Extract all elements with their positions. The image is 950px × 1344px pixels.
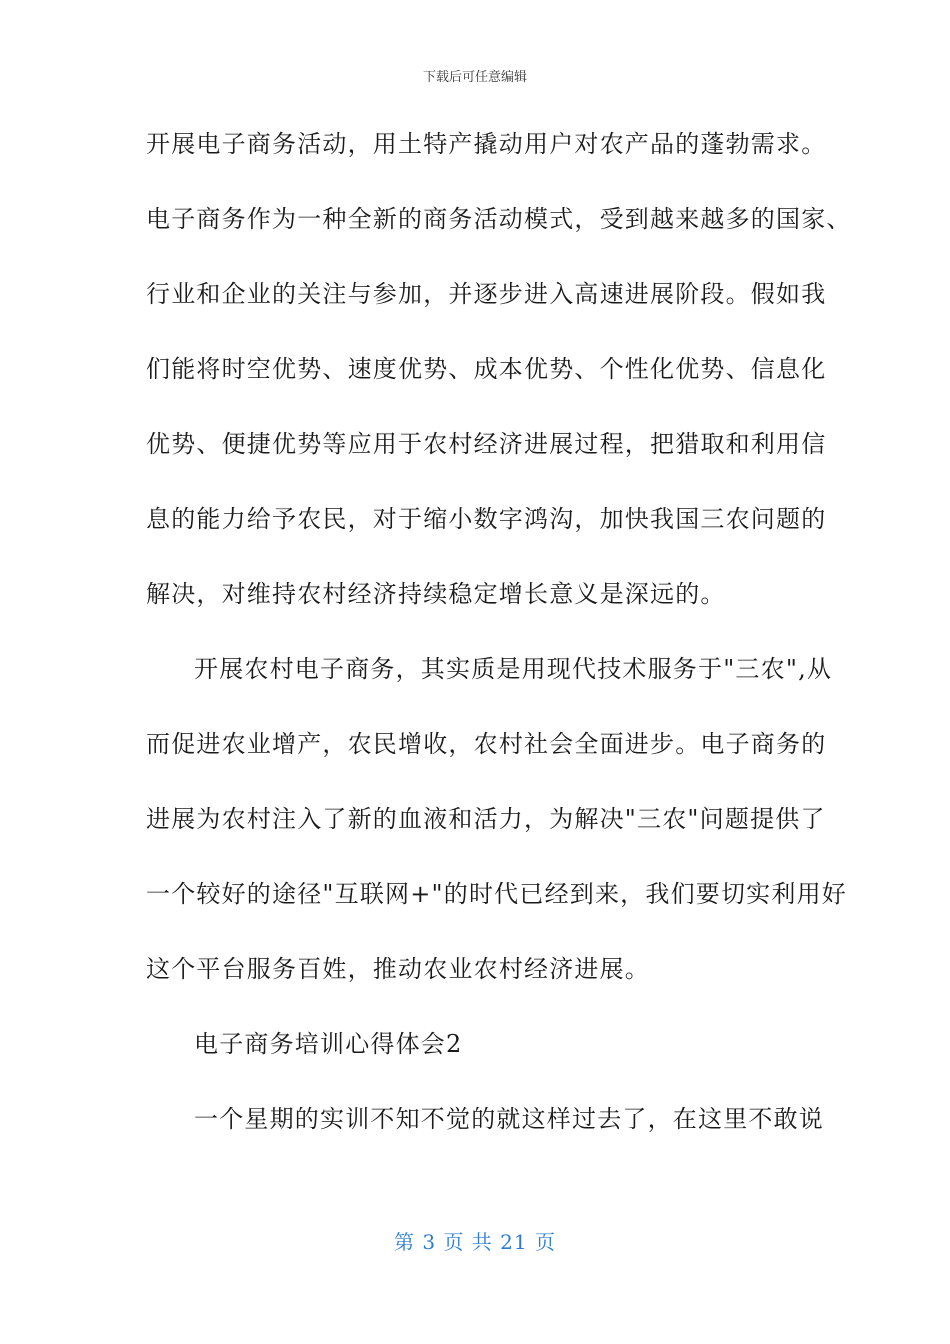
paragraph-start-line: 开展农村电子商务，其实质是用现代技术服务于"三农",从 — [194, 655, 833, 683]
section-heading: 电子商务培训心得体会2 — [194, 1030, 463, 1058]
page-number-footer: 第 3 页 共 21 页 — [394, 1230, 556, 1254]
paragraph-start-line: 一个星期的实训不知不觉的就这样过去了，在这里不敢说 — [194, 1105, 824, 1133]
text-line: 开展电子商务活动，用土特产撬动用户对农产品的蓬勃需求。 — [146, 130, 827, 158]
text-line: 解决，对维持农村经济持续稳定增长意义是深远的。 — [146, 580, 726, 608]
text-line: 一个较好的途径"互联网+"的时代已经到来，我们要切实利用好 — [146, 880, 847, 908]
text-line: 这个平台服务百姓，推动农业农村经济进展。 — [146, 955, 650, 983]
page-header: 下载后可任意编辑 — [422, 70, 527, 85]
text-line: 行业和企业的关注与参加，并逐步进入高速进展阶段。假如我 — [146, 280, 827, 308]
text-line: 而促进农业增产，农民增收，农村社会全面进步。电子商务的 — [146, 730, 827, 758]
text-line: 息的能力给予农民，对于缩小数字鸿沟，加快我国三农问题的 — [146, 505, 827, 533]
text-line: 电子商务作为一种全新的商务活动模式，受到越来越多的国家、 — [146, 205, 852, 233]
text-line: 们能将时空优势、速度优势、成本优势、个性化优势、信息化 — [146, 355, 827, 383]
text-line: 优势、便捷优势等应用于农村经济进展过程，把猎取和利用信 — [146, 430, 827, 458]
text-line: 进展为农村注入了新的血液和活力，为解决"三农"问题提供了 — [146, 805, 826, 833]
